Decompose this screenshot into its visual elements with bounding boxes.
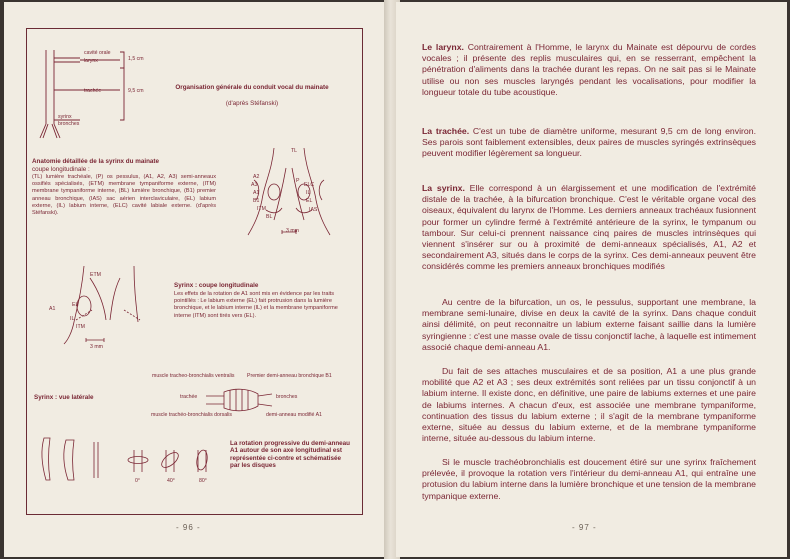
paragraph-syrinx — [422, 183, 756, 273]
label-larynx: larynx — [84, 58, 98, 64]
fig-label-il: IL — [306, 190, 311, 196]
anatomie-subtitle: coupe longitudinale : — [32, 166, 90, 173]
anatomie-title: Anatomie détaillée de la syrinx du mainate — [32, 158, 160, 165]
text-syrinx: Elle correspond à un élargissement et une modification de l'extrémité distale de la trachée, à la bifurcation bronchique. C'est le véritable organe vocal des oiseaux, équivalent du larynx de l'Homme. Les derniers anneaux trachéaux fusionnent pour former un cylindre fermé à l'extrémité antérieure de la syrinx, le tympanum ou tambour. Sur celui-ci prennent naissance cinq paires de muscles intrinsèques qui viennent s'insérer sur ou à proximité de demi-anneaux spécialisés, A1, A2 et secondairement A3, situés dans le corps de la syrinx. Ces demi-anneaux peuvent être considérés comme les premiers anneaux bronchiques modifiés — [422, 183, 756, 272]
paragraph-a1 — [422, 366, 756, 444]
label-len-mid: 9,5 cm — [128, 88, 144, 94]
text-pessulus: Au centre de la bifurcation, un os, le pessulus, supportant une membrane, la membrane semi-lunaire, divise en deux la cavité de la syrinx. Dans chaque conduit ainsi délimité, on peut reconnaitre un labium externe faisant saillie dans la lumière syringienne : c'est une masse ovale de tissu conjonctif lache, à laquelle est intimement associé chaque demi-anneau A1. — [422, 297, 756, 352]
fig-label-tl: TL — [291, 148, 298, 154]
lat-label-bronches: bronches — [276, 394, 298, 400]
fig-label-b1: B1 — [253, 198, 260, 204]
fig-label-a1: A1 — [253, 190, 260, 196]
sec-label-el: EL — [72, 302, 79, 308]
sec-label-itm: ITM — [76, 324, 85, 330]
text-trachee: C'est un tube de diamètre uniforme, mesurant 9,5 cm de long environ. Ses parois sont faiblement extensibles, deux paires de muscles syringés extrinsèques peuvent modifier légèrement sa longueur. — [422, 126, 757, 159]
label-len-top: 1,5 cm — [128, 56, 144, 62]
angle-80: 80° — [199, 478, 207, 484]
syrinx-detail-figure — [234, 140, 349, 240]
page-number-left: - 96 - — [176, 523, 201, 532]
sec-label-a1: A1 — [49, 306, 56, 312]
paragraph-pessulus — [422, 297, 756, 353]
lat-label-ventralis: muscle tracheo-bronchialis ventralis — [152, 373, 235, 379]
sec-label-3mm: 3 mm — [90, 344, 103, 350]
text-rotation: Si le muscle trachéobronchialis est doucement étiré sur une syrinx fraîchement prélevée, il provoque la rotation vers l'intérieur du demi-anneau A1, qui entraîne une protusion du labium interne dans la lumière bronchique et une tension de la membrane tympanique externe. — [422, 457, 756, 501]
text-larynx: Contrairement à l'Homme, le larynx du Mainate est dépourvu de cordes vocales ; il présente des replis musculaires qui, en se resserrant, empêchent la pénétration d'aliments dans la trachée durant les repas. On ne sait pas si le Mainate utilise ou non ses muscles laryngés pendant les vocalisations, pour modifier la longueur totale du tube acoustique. — [422, 42, 757, 97]
sec-label-etm: ETM — [90, 272, 101, 278]
fig-label-a3: A3 — [251, 182, 258, 188]
fig-label-p: P — [296, 178, 300, 184]
anatomie-body: (TL) lumière trachéale, (P) os pessulus, (A1, A2, A3) semi-anneaux ossifiés spécialisés, (ETM) membrane tympaniforme externe, (ITM) membrane tympaniforme interne, (BL) lumière bronchique, (B1) premier anneau bronchique, (IAS) sac aérien interclaviculaire, (EL) labium externe, (IL) labium interne, (ELC) cavité labiale externe. (d'après Stéfanski). — [32, 174, 216, 217]
syrinx-section-figure — [54, 264, 154, 346]
angle-0: 0° — [135, 478, 140, 484]
organisation-source: (d'après Stéfanski) — [225, 100, 279, 107]
coupe-body: Les effets de la rotation de A1 sont mis en évidence par les traits pointillés : Le labium externe (EL) fait protrusion dans la lumière bronchique, et le labium interne (IL) et la membrane tympaniforme interne (ITM) sont tirés vers (EL). — [174, 291, 338, 319]
paragraph-larynx — [422, 42, 756, 98]
right-page — [396, 2, 787, 557]
fig-label-itm: ITM — [257, 206, 266, 212]
label-cavite-orale: cavité orale — [84, 50, 111, 56]
fig-label-ias: IAS — [309, 207, 318, 213]
lead-larynx: Le larynx. — [422, 42, 464, 52]
fig-label-el: EL — [306, 198, 313, 204]
page-number-right: - 97 - — [572, 523, 597, 532]
fig-label-bl: BL — [266, 214, 273, 220]
left-page — [4, 2, 388, 557]
paragraph-trachee — [422, 126, 756, 160]
lat-label-dorsalis: muscle trachéo-bronchialis dorsalis — [151, 412, 233, 418]
coupe-title: Syrinx : coupe longitudinale — [174, 282, 259, 289]
label-bronches: bronches — [58, 121, 80, 127]
lead-trachee: La trachée. — [422, 126, 470, 136]
lat-label-premier: Premier demi-anneau bronchique B1 — [247, 373, 332, 379]
lat-label-trachee: trachée — [180, 394, 198, 400]
angle-40: 40° — [167, 478, 175, 484]
lead-syrinx: La syrinx. — [422, 183, 465, 193]
laterale-title: Syrinx : vue latérale — [34, 394, 94, 401]
paragraph-rotation — [422, 457, 756, 502]
fig-label-elc: ELC — [304, 182, 315, 188]
label-trachee: trachée — [84, 88, 102, 94]
rotation-figures — [38, 436, 218, 486]
sec-label-il: IL — [70, 316, 75, 322]
lat-label-modifie: demi-anneau modifié A1 — [266, 412, 322, 418]
fig-label-a2: A2 — [253, 174, 260, 180]
text-a1: Du fait de ses attaches musculaires et de sa position, A1 a une plus grande mobilité que A2 et A3 ; ses deux extrémités sont reliées par un tissu conjonctif à un labium interne. Il existe donc, en définitive, une paire de labiums externes et une paire de labiums internes. A chacun d'eux, est associée une membrane tympaniforme, continuation des tissus du labium externe ; il s'agit de la membrane tympaniforme externe, située au dessus du labium externe, et de la membrane tympaniforme interne, située au-dessous du labium interne. — [422, 366, 756, 444]
label-syrinx: syrinx — [58, 114, 72, 120]
organisation-title: Organisation générale du conduit vocal du mainate — [175, 84, 329, 91]
rotation-caption: La rotation progressive du demi-anneau A1 autour de son axe longitudinal est représentée ci-contre et schématisée par les disques — [230, 440, 351, 470]
fig-label-3mm: 3 mm — [286, 228, 299, 234]
